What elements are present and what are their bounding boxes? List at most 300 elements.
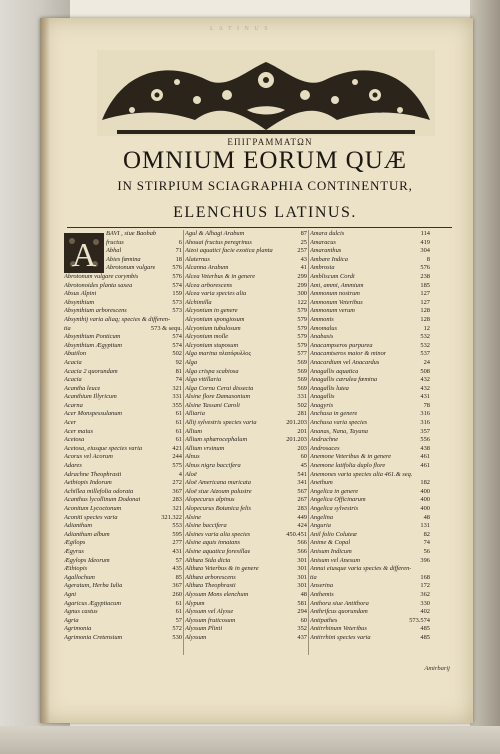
index-entry xyxy=(310,539,430,548)
page-number: 48 xyxy=(300,590,307,598)
index-term: Aloë xyxy=(185,470,197,478)
index-entry xyxy=(310,522,430,531)
index-term: Antirrhinum Veteribus xyxy=(310,625,367,633)
index-entry xyxy=(185,634,307,643)
index-term: Æthiopis xyxy=(64,565,88,573)
page-number: 82 xyxy=(423,530,430,538)
index-entry xyxy=(185,402,307,411)
page-number: 573 xyxy=(172,307,182,315)
page-number: 595 xyxy=(172,530,182,538)
page-number: 574 xyxy=(172,281,182,289)
index-entry xyxy=(64,402,182,411)
index-entry xyxy=(64,333,182,342)
index-term: fructus xyxy=(106,238,124,246)
index-entry xyxy=(310,273,430,282)
index-entry xyxy=(64,496,182,505)
index-entry xyxy=(310,496,430,505)
index-term: Adares xyxy=(64,462,82,470)
index-term: Acorus vel Acorum xyxy=(64,453,113,461)
index-entry xyxy=(185,471,307,480)
page-number: 61 xyxy=(175,436,182,444)
index-entry xyxy=(185,230,307,239)
page-number: 541 xyxy=(297,470,307,478)
page-number: 301 xyxy=(297,556,307,564)
index-term: Anagallis xyxy=(310,393,335,401)
index-entry xyxy=(310,393,430,402)
index-entry xyxy=(64,273,182,282)
index-entry xyxy=(185,359,307,368)
page-number: 502 xyxy=(297,401,307,409)
index-term: Abies fœmina xyxy=(106,255,141,263)
page-number: 357 xyxy=(420,427,430,435)
page-number: 424 xyxy=(297,522,307,530)
page-number: 122 xyxy=(297,298,307,306)
index-entry xyxy=(310,316,430,325)
index-entry xyxy=(185,290,307,299)
page-number: 283 xyxy=(297,505,307,512)
index-entry xyxy=(185,617,307,626)
page-number: 575 xyxy=(172,462,182,470)
index-entry xyxy=(185,436,307,445)
running-head: L A T I N U S xyxy=(210,26,270,32)
page-number: 461 xyxy=(420,453,430,461)
index-entry xyxy=(185,419,307,428)
index-term: Anil folio Coluteæ xyxy=(310,530,357,538)
index-entry xyxy=(64,522,182,531)
page-number: 321 xyxy=(172,384,182,392)
index-term: Alopecurus Botanica felis xyxy=(185,505,252,512)
page-number: 168 xyxy=(420,573,430,581)
index-term: Alcyonium molle xyxy=(185,333,229,341)
index-entry xyxy=(64,385,182,394)
index-entry xyxy=(310,307,430,316)
page-number: 301 xyxy=(297,582,307,590)
index-term: Alsine xyxy=(185,513,201,521)
index-entry xyxy=(64,325,182,334)
page-number: 131 xyxy=(420,522,430,530)
page-number: 74 xyxy=(423,539,430,547)
index-term: Ambrosia xyxy=(310,264,335,272)
index-entry xyxy=(64,316,182,325)
index-entry xyxy=(185,247,307,256)
page-number: 421 xyxy=(172,444,182,452)
page-number: 574 xyxy=(172,341,182,349)
page-number: 577 xyxy=(297,350,307,358)
index-term: Achillea millefolia odorata xyxy=(64,487,134,495)
page-number: 485 xyxy=(420,625,430,633)
page-number: 316 xyxy=(420,419,430,427)
page-number: 8 xyxy=(426,255,430,263)
index-entry xyxy=(185,307,307,316)
index-entry xyxy=(185,428,307,437)
index-entry xyxy=(310,410,430,419)
page-number: 362 xyxy=(420,590,430,598)
page-number: 244 xyxy=(172,453,182,461)
page-number: 461 xyxy=(420,462,430,470)
index-term: Alsine baccifera xyxy=(185,522,227,530)
index-entry xyxy=(310,239,430,248)
index-entry xyxy=(310,617,430,626)
page-number: 537 xyxy=(420,350,430,358)
index-term: Allium xyxy=(185,427,203,435)
index-entry xyxy=(310,333,430,342)
index-term: Ahouai fructus peregrinus xyxy=(185,238,252,246)
book-bottom-edge xyxy=(0,726,500,754)
column-divider xyxy=(308,230,309,655)
page-number: 569 xyxy=(297,358,307,366)
index-term: Alnus xyxy=(185,453,200,461)
index-entry xyxy=(185,325,307,334)
index-term: Androsaces xyxy=(310,444,340,452)
page-number: 449 xyxy=(297,513,307,521)
index-entry xyxy=(185,333,307,342)
index-entry xyxy=(64,342,182,351)
index-entry xyxy=(310,634,430,643)
page-number: 435 xyxy=(172,565,182,573)
index-term: Anacampseros purpurea xyxy=(310,341,373,349)
index-entry xyxy=(185,282,307,291)
index-term: Acer xyxy=(64,419,77,427)
index-term: Alyssum fruticosum xyxy=(185,616,236,624)
index-term: Abrotonum vulgare xyxy=(106,264,156,272)
page-number: 331 xyxy=(172,393,182,401)
page-number: 579 xyxy=(297,333,307,341)
index-entry xyxy=(185,548,307,557)
index-entry xyxy=(310,565,430,574)
index-entry xyxy=(310,625,430,634)
index-entry xyxy=(310,471,430,480)
index-term: Alliaria xyxy=(185,410,205,418)
index-term: Anacardium vel Anacardus xyxy=(310,358,380,366)
page-number: 12 xyxy=(423,324,430,332)
page-number: 260 xyxy=(172,590,182,598)
index-term: Alcea Veterbus & in genere xyxy=(185,272,256,280)
page-number: 579 xyxy=(297,324,307,332)
page-number: 355 xyxy=(172,401,182,409)
page-number: 576 xyxy=(172,264,182,272)
index-entry xyxy=(310,368,430,377)
index-term: Anime & Copal xyxy=(310,539,351,547)
index-entry xyxy=(310,376,430,385)
index-term: Aloë siue Aizoum palustre xyxy=(185,487,252,495)
index-entry xyxy=(64,282,182,291)
index-term: Agni xyxy=(64,590,77,598)
page-number: 203 xyxy=(297,444,307,452)
index-entry xyxy=(310,385,430,394)
page-number: 56 xyxy=(423,547,430,555)
index-column-3 xyxy=(310,230,430,643)
catchword: Amirbarij xyxy=(424,665,450,672)
index-entry xyxy=(64,299,182,308)
index-term: Acarna xyxy=(64,401,83,409)
page-number: 201.203 xyxy=(286,419,307,427)
index-term: Alopecurus alpinus xyxy=(185,496,235,504)
page-number: 579 xyxy=(297,341,307,349)
page-number: 581 xyxy=(297,599,307,607)
index-entry xyxy=(64,600,182,609)
page-number: 41 xyxy=(300,264,307,272)
index-term: Anthemis xyxy=(310,590,334,598)
index-entry xyxy=(185,488,307,497)
title-line-2: IN STIRPIUM SCIAGRAPHIA CONTINENTUR, xyxy=(117,178,413,193)
page-number: 502 xyxy=(172,350,182,358)
index-term: Allij sylvestris species varia xyxy=(185,419,257,427)
page-number: 43 xyxy=(300,255,307,263)
page-number: 277 xyxy=(172,539,182,547)
initial-letter: A xyxy=(71,237,97,273)
page-number: 321 xyxy=(172,505,182,512)
page-number: 432 xyxy=(420,376,430,384)
index-term: Alga vitillaria xyxy=(185,376,222,384)
index-term: Althæa Veterbus & in genere xyxy=(185,565,259,573)
page-number: 257 xyxy=(297,247,307,255)
page-number: 432 xyxy=(420,384,430,392)
index-term: Alyssum Mons elenchum xyxy=(185,590,249,598)
index-entry xyxy=(310,359,430,368)
index-term: Agnus castus xyxy=(64,608,98,616)
index-entry xyxy=(64,350,182,359)
page-number: 61 xyxy=(175,608,182,616)
index-entry xyxy=(64,393,182,402)
index-term: Alypum xyxy=(185,599,205,607)
page-number: 172 xyxy=(420,582,430,590)
index-term: Althæa Theophrasti xyxy=(185,582,236,590)
index-entry xyxy=(185,462,307,471)
index-entry xyxy=(64,436,182,445)
index-entry xyxy=(185,600,307,609)
index-entry xyxy=(64,307,182,316)
index-term: Absynthium arborescens xyxy=(64,307,127,315)
index-term: Ammonum verum xyxy=(310,307,355,315)
page-number: 71 xyxy=(175,247,182,255)
index-term: Alyssum vel Alysse xyxy=(185,608,234,616)
index-term: Adrachne Theophrasti xyxy=(64,470,122,478)
index-entry xyxy=(64,617,182,626)
index-term: Anchusa varia species xyxy=(310,419,368,427)
page-number: 127 xyxy=(420,290,430,298)
index-term: Ammonum nostrum xyxy=(310,290,360,298)
page-number: 114 xyxy=(420,230,430,237)
index-entry xyxy=(310,557,430,566)
index-term: Allium sphærocephalum xyxy=(185,436,248,444)
page-number: 402 xyxy=(420,608,430,616)
index-entry xyxy=(64,479,182,488)
page-number: 400 xyxy=(420,487,430,495)
page-number: 301 xyxy=(297,565,307,573)
index-term: Anemones varia species alia 461.& seq. xyxy=(310,470,413,478)
index-entry xyxy=(310,428,430,437)
index-term: Anagallis cærulea fœmina xyxy=(310,376,378,384)
index-term: Alcea varia species alia xyxy=(185,290,247,298)
page-number: 300 xyxy=(297,290,307,298)
index-entry xyxy=(64,505,182,514)
index-entry xyxy=(64,359,182,368)
index-term: Ananas, Nana, Tayana xyxy=(310,427,368,435)
page-number: 25 xyxy=(300,238,307,246)
index-term: Anisum Indicum xyxy=(310,547,352,555)
index-entry xyxy=(310,419,430,428)
index-term: Agallochum xyxy=(64,573,95,581)
index-entry xyxy=(310,350,430,359)
page-number: 579 xyxy=(297,307,307,315)
page-number: 579 xyxy=(297,315,307,323)
index-term: Anagallis aquatica xyxy=(310,367,359,375)
index-term: Anemone latifolia duplo flore xyxy=(310,462,386,470)
index-entry xyxy=(64,376,182,385)
index-term: Alsine flore Damasonium xyxy=(185,393,251,401)
index-term: Amaranthus xyxy=(310,247,342,255)
index-entry xyxy=(310,600,430,609)
index-entry xyxy=(64,368,182,377)
index-term: Angelica in genere xyxy=(310,487,359,495)
page-number: 299 xyxy=(297,281,307,289)
page-number: 569 xyxy=(297,376,307,384)
index-term: Alyssum xyxy=(185,633,207,641)
index-term: Alcyonium stuposum xyxy=(185,341,239,349)
index-entry xyxy=(185,376,307,385)
index-entry xyxy=(64,557,182,566)
page-number: 127 xyxy=(420,298,430,306)
index-entry xyxy=(185,505,307,514)
index-term: Absynthium Ponticum xyxy=(64,333,121,341)
index-entry xyxy=(64,419,182,428)
index-term: Alcea arborescens xyxy=(185,281,233,289)
index-term: Alsine Tassani Caroli xyxy=(185,401,240,409)
decorated-initial-letter xyxy=(64,233,104,273)
page-number: 396 xyxy=(420,556,430,564)
index-entry xyxy=(64,539,182,548)
index-term: Amara dulcis xyxy=(310,230,345,237)
index-entry xyxy=(185,264,307,273)
index-term: Amaracus xyxy=(310,238,336,246)
page-number: 128 xyxy=(420,307,430,315)
index-term: Ægylops Ideorum xyxy=(64,556,110,564)
title-line-3: ELENCHUS LATINUS. xyxy=(173,204,357,221)
page-number: 530 xyxy=(172,633,182,641)
index-term: Angelica sylvestris xyxy=(310,505,359,512)
index-term: Adianthum xyxy=(64,522,93,530)
page-number: 61 xyxy=(175,427,182,435)
index-term: Agrimonia Cretensium xyxy=(64,633,123,641)
index-entry xyxy=(185,239,307,248)
page-number: 201 xyxy=(297,427,307,435)
page-number: 60 xyxy=(300,616,307,624)
index-entry xyxy=(64,582,182,591)
index-entry xyxy=(185,522,307,531)
index-entry xyxy=(310,256,430,265)
page-number: 567 xyxy=(297,487,307,495)
index-entry xyxy=(310,290,430,299)
index-term: tia xyxy=(64,324,71,332)
index-entry xyxy=(310,505,430,514)
index-entry xyxy=(64,574,182,583)
page-number: 182 xyxy=(420,479,430,487)
index-entry xyxy=(185,273,307,282)
page-number: 573 xyxy=(172,298,182,306)
page-number: 60 xyxy=(300,453,307,461)
page-number: 431 xyxy=(172,547,182,555)
index-term: Aethiopis Indorum xyxy=(64,479,112,487)
page-number: 78 xyxy=(423,401,430,409)
index-entry xyxy=(310,582,430,591)
page-number: 57 xyxy=(175,556,182,564)
page-binding-shadow xyxy=(40,18,50,723)
page-number: 352 xyxy=(297,625,307,633)
page-number: 573.574 xyxy=(409,616,430,624)
page-number: 61 xyxy=(175,410,182,418)
index-entry xyxy=(64,488,182,497)
index-entry xyxy=(185,574,307,583)
index-entry xyxy=(310,531,430,540)
index-entry xyxy=(64,428,182,437)
index-entry xyxy=(310,462,430,471)
page-number: 485 xyxy=(420,633,430,641)
page-number: 331 xyxy=(297,393,307,401)
page-number: 508 xyxy=(420,367,430,375)
page-number: 400 xyxy=(420,505,430,512)
index-term: Alnus nigra baccifera xyxy=(185,462,241,470)
index-entry xyxy=(310,299,430,308)
page-number: 576 xyxy=(420,264,430,272)
index-term: Aconiti species varia xyxy=(64,513,118,521)
index-entry xyxy=(310,282,430,291)
index-term: Acetosa xyxy=(64,436,85,444)
index-term: Anguria xyxy=(310,522,331,530)
page-number: 566 xyxy=(297,539,307,547)
index-entry xyxy=(310,247,430,256)
index-term: Agria xyxy=(64,616,79,624)
index-term: Ammonis xyxy=(310,315,334,323)
index-entry xyxy=(64,625,182,634)
index-term: Alga xyxy=(185,358,198,366)
index-term: Absus Alpini xyxy=(64,290,97,298)
index-entry xyxy=(64,410,182,419)
index-term: Anagyris xyxy=(310,401,334,409)
index-term: Agaricus Ægyptiacum xyxy=(64,599,121,607)
page-number: 45 xyxy=(300,462,307,470)
index-column-2 xyxy=(185,230,307,643)
page-number: 294 xyxy=(297,608,307,616)
page-number: 61 xyxy=(175,599,182,607)
page-number: 4 xyxy=(178,470,182,478)
page-number: 569 xyxy=(297,384,307,392)
index-entry xyxy=(185,557,307,566)
page-number: 272 xyxy=(172,479,182,487)
index-term: Acer maius xyxy=(64,427,93,435)
page-number: 301 xyxy=(297,573,307,581)
index-entry xyxy=(64,453,182,462)
page-number: 316 xyxy=(420,410,430,418)
page-number: 24 xyxy=(423,358,430,366)
page-number: 532 xyxy=(420,341,430,349)
index-term: Acacia 2 quorundam xyxy=(64,367,118,375)
index-term: Angelica Officinarum xyxy=(310,496,366,504)
page-number: 574 xyxy=(172,333,182,341)
index-term: Abhal xyxy=(106,247,122,255)
index-term: Antirrhini species varia xyxy=(310,633,371,641)
index-entry xyxy=(185,608,307,617)
page-number: 304 xyxy=(420,247,430,255)
index-entry xyxy=(64,531,182,540)
index-term: Amomalus xyxy=(310,324,337,332)
page-number: 18 xyxy=(175,255,182,263)
index-term: Acacia xyxy=(64,376,82,384)
page-number: 566 xyxy=(297,547,307,555)
index-entry xyxy=(310,608,430,617)
index-entry xyxy=(64,608,182,617)
index-entry xyxy=(310,436,430,445)
index-entry xyxy=(310,264,430,273)
